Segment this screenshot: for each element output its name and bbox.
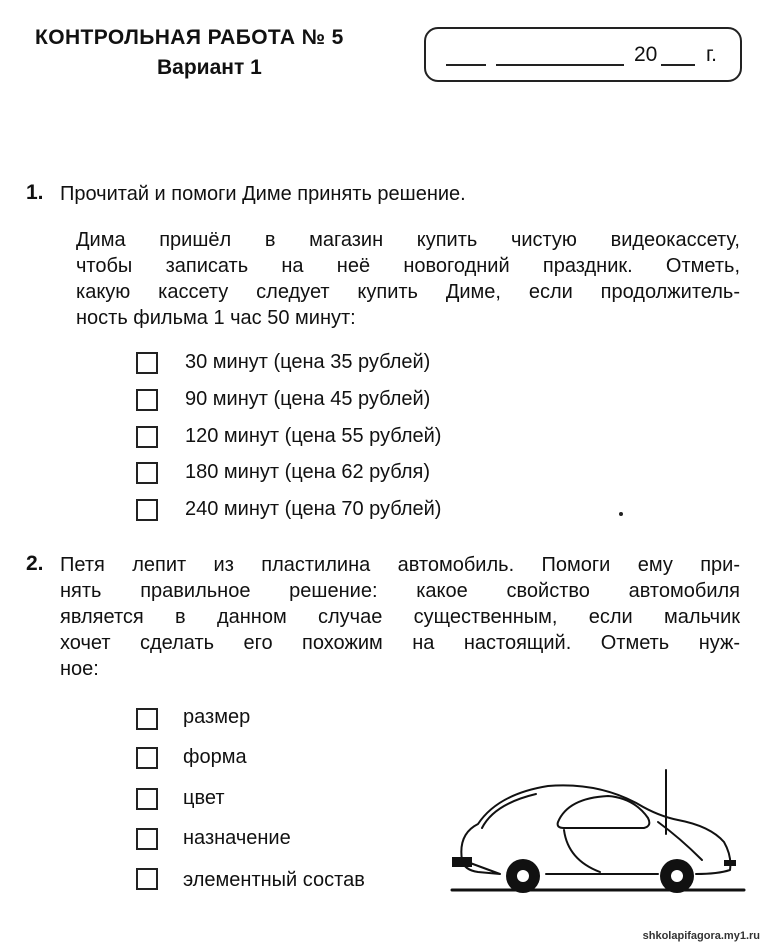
front-wheel — [506, 859, 540, 893]
q1-option-checkbox[interactable] — [136, 462, 158, 484]
q2-body — [60, 552, 740, 682]
q2-option-checkbox[interactable] — [136, 788, 158, 810]
stray-dot — [619, 512, 623, 516]
q1-option-checkbox[interactable] — [136, 352, 158, 374]
q1-option-checkbox[interactable] — [136, 499, 158, 521]
q1-option-label: 90 минут (цена 45 рублей) — [185, 388, 431, 410]
q1-body-line: ность фильма 1 час 50 минут: — [76, 307, 356, 329]
q1-option-label: 240 минут (цена 70 рублей) — [185, 498, 442, 520]
date-month-blank — [496, 64, 624, 66]
page-title: КОНТРОЛЬНАЯ РАБОТА № 5 — [35, 26, 344, 49]
q2-option-checkbox[interactable] — [136, 868, 158, 890]
q2-number: 2. — [26, 552, 44, 575]
q1-body-line: чтобы записать на неё новогодний праздник. Отметь, — [76, 255, 740, 277]
q2-body-line: хочет сделать его похожим на настоящий. Отметь нуж- — [60, 632, 740, 654]
q2-option-label: цвет — [183, 787, 225, 809]
date-unit: г. — [706, 43, 717, 66]
q2-option-checkbox[interactable] — [136, 828, 158, 850]
q1-option-label: 30 минут (цена 35 рублей) — [185, 351, 431, 373]
q1-option-label: 120 минут (цена 55 рублей) — [185, 425, 442, 447]
date-day-blank — [446, 64, 486, 66]
q1-option-checkbox[interactable] — [136, 426, 158, 448]
q2-body-line: является в данном случае существенным, если мальчик — [60, 606, 740, 628]
q2-option-label: элементный состав — [183, 869, 365, 891]
car-illustration — [448, 764, 748, 900]
q2-body-line: Петя лепит из пластилина автомобиль. Помоги ему при- — [60, 554, 740, 576]
q1-body-line: какую кассету следует купить Диме, если продолжитель- — [76, 281, 740, 303]
date-year-prefix: 20 — [634, 43, 658, 66]
q2-option-label: форма — [183, 746, 247, 768]
q1-prompt: Прочитай и помоги Диме принять решение. — [60, 183, 466, 205]
variant-label: Вариант 1 — [157, 56, 262, 79]
q2-option-checkbox[interactable] — [136, 747, 158, 769]
q1-body-line: Дима пришёл в магазин купить чистую видеокассету, — [76, 229, 740, 251]
q1-number: 1. — [26, 181, 44, 204]
watermark: shkolapifagora.my1.ru — [642, 930, 760, 942]
q2-body-line: ное: — [60, 658, 99, 680]
q2-option-label: размер — [183, 706, 251, 728]
date-year-blank — [661, 64, 695, 66]
rear-wheel — [660, 859, 694, 893]
q2-body-line: нять правильное решение: какое свойство автомобиля — [60, 580, 740, 602]
q2-option-label: назначение — [183, 827, 291, 849]
q1-option-checkbox[interactable] — [136, 389, 158, 411]
q1-option-label: 180 минут (цена 62 рубля) — [185, 461, 430, 483]
q1-body — [76, 227, 740, 331]
q2-option-checkbox[interactable] — [136, 708, 158, 730]
date-box — [424, 27, 742, 82]
